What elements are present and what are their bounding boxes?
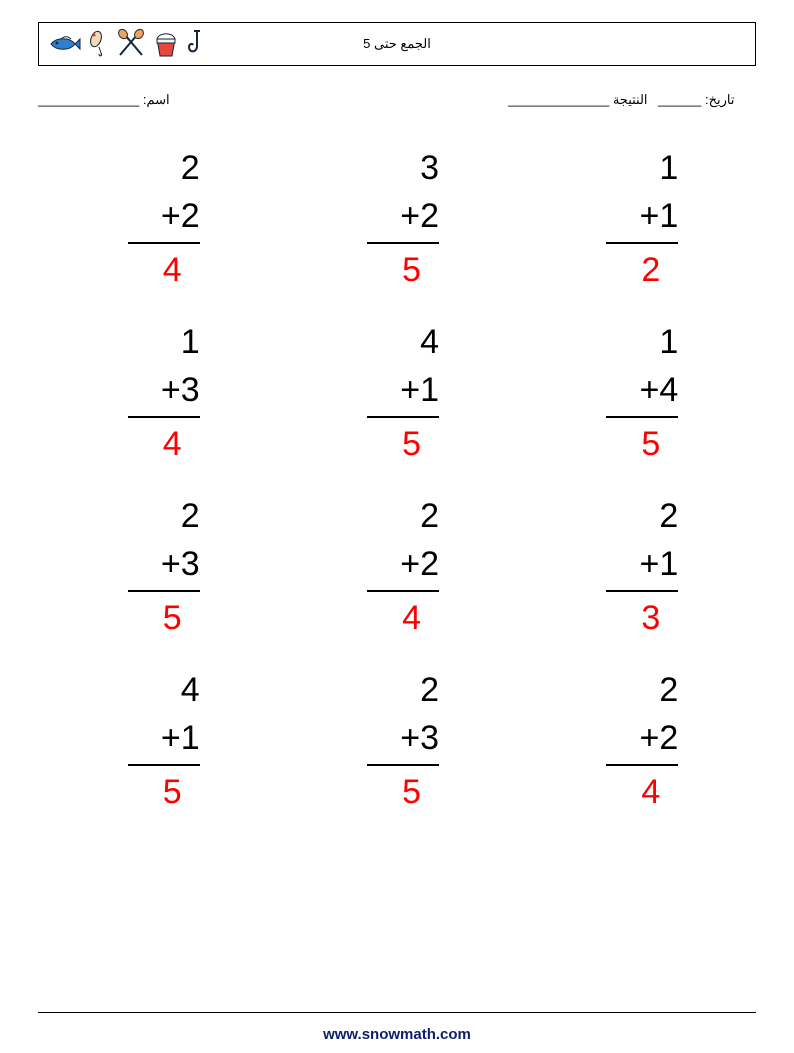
answer-rule bbox=[606, 416, 678, 418]
problem bbox=[337, 144, 457, 294]
problem-cell bbox=[517, 662, 756, 836]
addend-top: 2 bbox=[659, 497, 679, 535]
answer-value: 2 bbox=[641, 251, 661, 289]
problem-grid bbox=[38, 140, 756, 836]
problem bbox=[98, 666, 218, 816]
problem bbox=[337, 492, 457, 642]
footer-divider bbox=[38, 1012, 756, 1013]
problem-cell bbox=[38, 314, 277, 488]
answer-value: 3 bbox=[641, 599, 661, 637]
problem-cell bbox=[517, 488, 756, 662]
addend-bottom: +2 bbox=[400, 197, 439, 235]
worksheet-title: الجمع حتى 5 bbox=[363, 36, 431, 51]
addend-top: 4 bbox=[180, 671, 200, 709]
addend-top: 2 bbox=[659, 671, 679, 709]
addend-top: 2 bbox=[420, 671, 439, 709]
answer-value: 5 bbox=[402, 773, 421, 811]
problem bbox=[337, 666, 457, 816]
answer-value: 5 bbox=[402, 251, 421, 289]
addend-bottom: +2 bbox=[160, 197, 200, 235]
addend-bottom: +2 bbox=[639, 719, 679, 757]
addend-bottom: +1 bbox=[639, 545, 679, 583]
problem-cell bbox=[38, 140, 277, 314]
name-field-label[interactable]: اسم: ______________ bbox=[38, 92, 170, 107]
problem-cell bbox=[38, 662, 277, 836]
answer-rule bbox=[606, 764, 678, 766]
problem bbox=[576, 492, 696, 642]
answer-rule bbox=[606, 242, 678, 244]
answer-value: 4 bbox=[402, 599, 421, 637]
answer-value: 4 bbox=[641, 773, 661, 811]
problem bbox=[98, 492, 218, 642]
problem-cell bbox=[38, 488, 277, 662]
date-field-label[interactable]: تاريخ: ______ bbox=[658, 92, 735, 107]
header-bar bbox=[38, 22, 756, 66]
answer-rule bbox=[367, 590, 439, 592]
footer-website: www.snowmath.com bbox=[323, 1026, 471, 1043]
problem bbox=[576, 318, 696, 468]
addend-bottom: +3 bbox=[400, 719, 439, 757]
problem-cell bbox=[517, 314, 756, 488]
problem bbox=[98, 318, 218, 468]
answer-rule bbox=[128, 590, 200, 592]
problem-cell bbox=[277, 488, 516, 662]
addend-bottom: +1 bbox=[160, 719, 200, 757]
addend-top: 3 bbox=[420, 149, 439, 187]
addend-top: 2 bbox=[180, 149, 200, 187]
problem bbox=[576, 666, 696, 816]
answer-rule bbox=[367, 242, 439, 244]
addend-top: 1 bbox=[180, 323, 200, 361]
answer-rule bbox=[367, 764, 439, 766]
answer-value: 4 bbox=[162, 251, 182, 289]
problem bbox=[576, 144, 696, 294]
answer-rule bbox=[128, 416, 200, 418]
addend-bottom: +3 bbox=[160, 371, 200, 409]
meta-row bbox=[38, 92, 756, 114]
answer-value: 5 bbox=[402, 425, 421, 463]
addend-top: 1 bbox=[659, 323, 679, 361]
addend-bottom: +3 bbox=[160, 545, 200, 583]
problem bbox=[337, 318, 457, 468]
score-field-label[interactable]: النتيجة ______________ bbox=[508, 92, 648, 107]
problem-cell bbox=[277, 662, 516, 836]
answer-value: 5 bbox=[162, 599, 182, 637]
answer-rule bbox=[128, 242, 200, 244]
answer-value: 5 bbox=[162, 773, 182, 811]
addend-bottom: +1 bbox=[400, 371, 439, 409]
answer-value: 5 bbox=[641, 425, 661, 463]
answer-rule bbox=[606, 590, 678, 592]
problem-cell bbox=[277, 140, 516, 314]
addend-top: 2 bbox=[420, 497, 439, 535]
addend-top: 1 bbox=[659, 149, 679, 187]
problem-cell bbox=[277, 314, 516, 488]
addend-top: 4 bbox=[420, 323, 439, 361]
addend-bottom: +1 bbox=[639, 197, 679, 235]
addend-bottom: +4 bbox=[639, 371, 679, 409]
answer-value: 4 bbox=[162, 425, 182, 463]
answer-rule bbox=[128, 764, 200, 766]
problem bbox=[98, 144, 218, 294]
addend-bottom: +2 bbox=[400, 545, 439, 583]
answer-rule bbox=[367, 416, 439, 418]
problem-cell bbox=[517, 140, 756, 314]
addend-top: 2 bbox=[180, 497, 200, 535]
